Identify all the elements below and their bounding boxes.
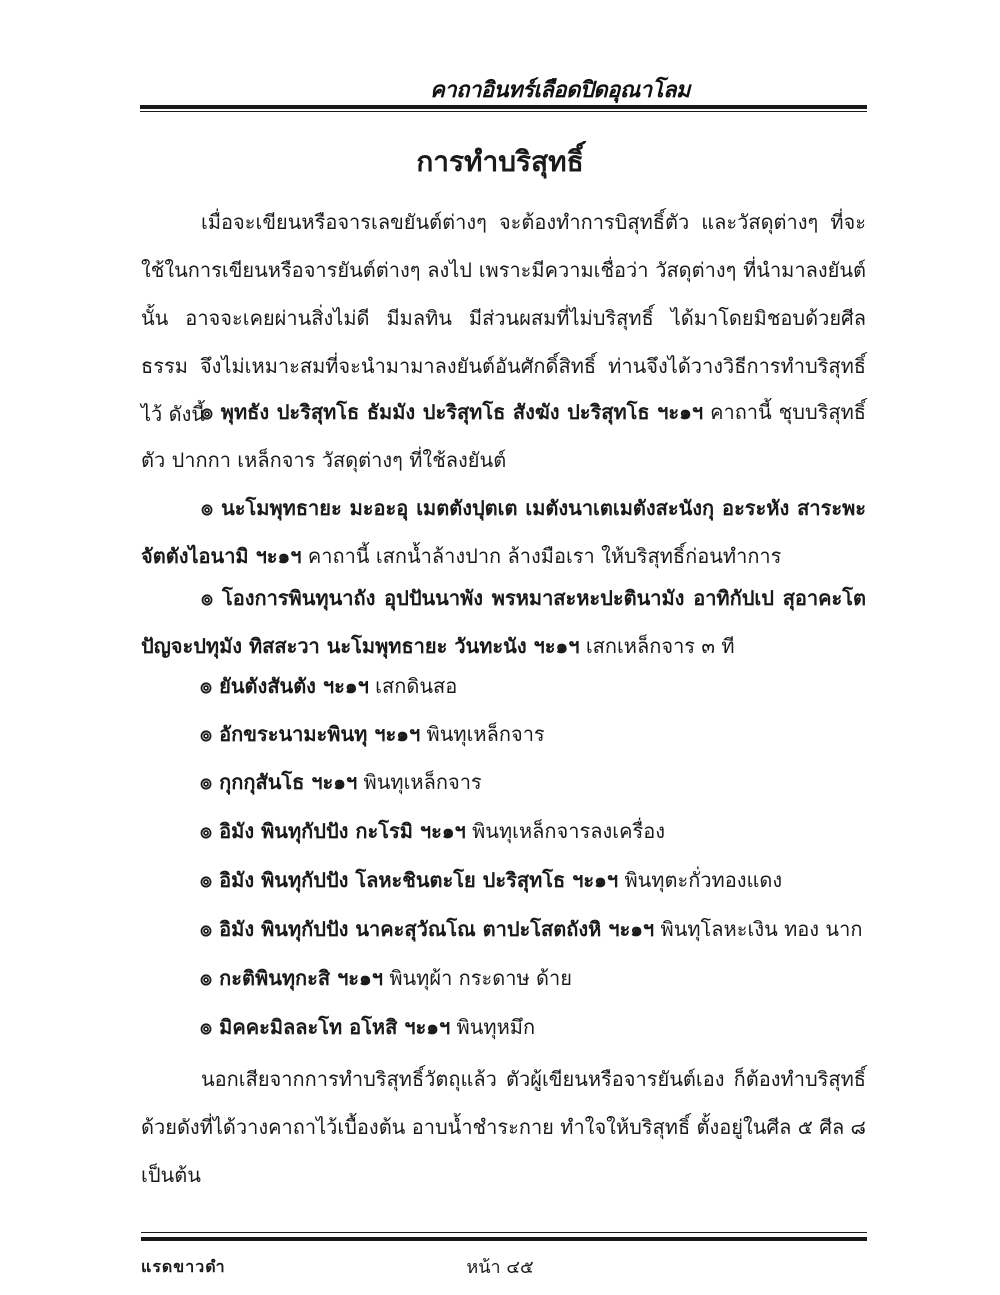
verse-10 xyxy=(200,962,572,994)
verse-chant: ๏ ยันตังสันตัง ฯะ๑ฯ xyxy=(200,674,369,698)
verse-chant: ๏ กะติพินทุกะสิ ฯะ๑ฯ xyxy=(200,966,383,990)
verse-2 xyxy=(141,484,866,580)
verse-note: คาถานี้ ชุบบริสุทธิ์ตัว ปากกา เหล็กจาร วัสดุต่างๆ ที่ใช้ลงยันต์ xyxy=(141,400,866,472)
verse-11 xyxy=(200,1011,535,1043)
verse-8 xyxy=(200,864,782,896)
section-title: การทำบริสุทธิ์ xyxy=(416,145,584,178)
verse-note: พินทุผ้า กระดาษ ด้าย xyxy=(389,966,572,990)
page-number: หน้า ๔๕ xyxy=(466,1257,534,1278)
verse-6 xyxy=(200,766,482,798)
verse-4 xyxy=(200,670,457,702)
header-rule xyxy=(140,105,867,109)
verse-chant: ๏ พุทธัง ปะริสุทโธ ธัมมัง ปะริสุทโธ สังฆัง ปะริสุทโธ ฯะ๑ฯ xyxy=(201,400,704,424)
intro-paragraph: เมื่อจะเขียนหรือจารเลขยันต์ต่างๆ จะต้องทำการบิสุทธิ์ตัว และวัสดุต่างๆ ที่จะใช้ในการเขียนหรือจารยันต์ต่างๆ ลงไป เพราะมีความเชื่อว่า วัสดุต่างๆ ที่นำมาลงยันต์นั้น อาจจะเคยผ่านสิ่งไม่ดี มีมลทิน มีส่วนผสมที่ไม่บริสุทธิ์ ได้มาโดยมิชอบด้วยศีลธรรม จึงไม่เหมาะสมที่จะนำมามาลงยันต์อันศักดิ์สิทธิ์ ท่านจึงได้วางวิธีการทำบริสุทธิ์ไว้ ดังนี้ xyxy=(141,210,866,426)
verse-chant: ๏ มิคคะมิลละโท อโหสิ ฯะ๑ฯ xyxy=(200,1015,451,1039)
closing-paragraph: นอกเสียจากการทำบริสุทธิ์วัตถุแล้ว ตัวผู้เขียนหรือจารยันต์เอง ก็ต้องทำบริสุทธิ์ด้วยดังที่ได้วางคาถาไว้เบื้องต้น อาบน้ำชำระกาย ทำใจให้บริสุทธิ์ ตั้งอยู่ในศีล ๕ ศีล ๘ เป็นต้น xyxy=(141,1067,866,1187)
verse-9 xyxy=(200,913,862,945)
verse-3 xyxy=(141,574,866,670)
verse-note: พินทุหมึก xyxy=(456,1015,536,1039)
verse-chant: ๏ กุกกุสันโธ ฯะ๑ฯ xyxy=(200,770,358,794)
verse-note: พินทุเหล็กจารลงเครื่อง xyxy=(472,819,665,843)
verse-7 xyxy=(200,815,665,847)
footer-rule-thin xyxy=(141,1232,867,1233)
footer-rule xyxy=(141,1237,867,1241)
running-header-title: คาถาอินทร์เลือดปิดอุณาโลม xyxy=(430,77,690,103)
verse-note: คาถานี้ เสกน้ำล้างปาก ล้างมือเรา ให้บริสุทธิ์ก่อนทำการ xyxy=(307,544,782,568)
verse-chant: ๏ อิมัง พินทุกัปปัง นาคะสุวัณโณ ตาปะโสตถังหิ ฯะ๑ฯ xyxy=(200,917,655,941)
verse-chant: ๏ โองการพินทุนาถัง อุปปันนาพัง พรหมาสะหะปะตินามัง อาทิกัปเป สุอาคะโต ปัญจะปทุมัง ทิสสะวา นะโมพุทธายะ วันทะนัง ฯะ๑ฯ xyxy=(141,586,866,658)
verse-chant: ๏ อิมัง พินทุกัปปัง โลหะชินตะโย ปะริสุทโธ ฯะ๑ฯ xyxy=(200,868,619,892)
verse-note: พินทุเหล็กจาร xyxy=(426,722,545,746)
header-rule-thin xyxy=(140,111,867,112)
verse-5 xyxy=(200,718,545,750)
verse-chant: ๏ อิมัง พินทุกัปปัง กะโรมิ ฯะ๑ฯ xyxy=(200,819,466,843)
verse-note: พินทุตะกั่วทองแดง xyxy=(624,868,783,892)
verse-note: พินทุโลหะเงิน ทอง นาก xyxy=(660,917,863,941)
verse-note: เสกเหล็กจาร ๓ ที xyxy=(585,634,735,658)
verse-note: พินทุเหล็กจาร xyxy=(363,770,482,794)
verse-note: เสกดินสอ xyxy=(375,674,458,698)
verse-1 xyxy=(141,388,866,484)
publisher-mark: แรดขาวดำ xyxy=(141,1257,226,1276)
verse-chant: ๏ อักขระนามะพินทุ ฯะ๑ฯ xyxy=(200,722,421,746)
verse-chant: ๏ นะโมพุทธายะ มะอะอุ เมตตังปุตเต เมตังนาเตเมตังสะนังกุ อะระหัง สาระพะจัตตังไอนามิ ฯะ๑ฯ xyxy=(141,496,866,568)
